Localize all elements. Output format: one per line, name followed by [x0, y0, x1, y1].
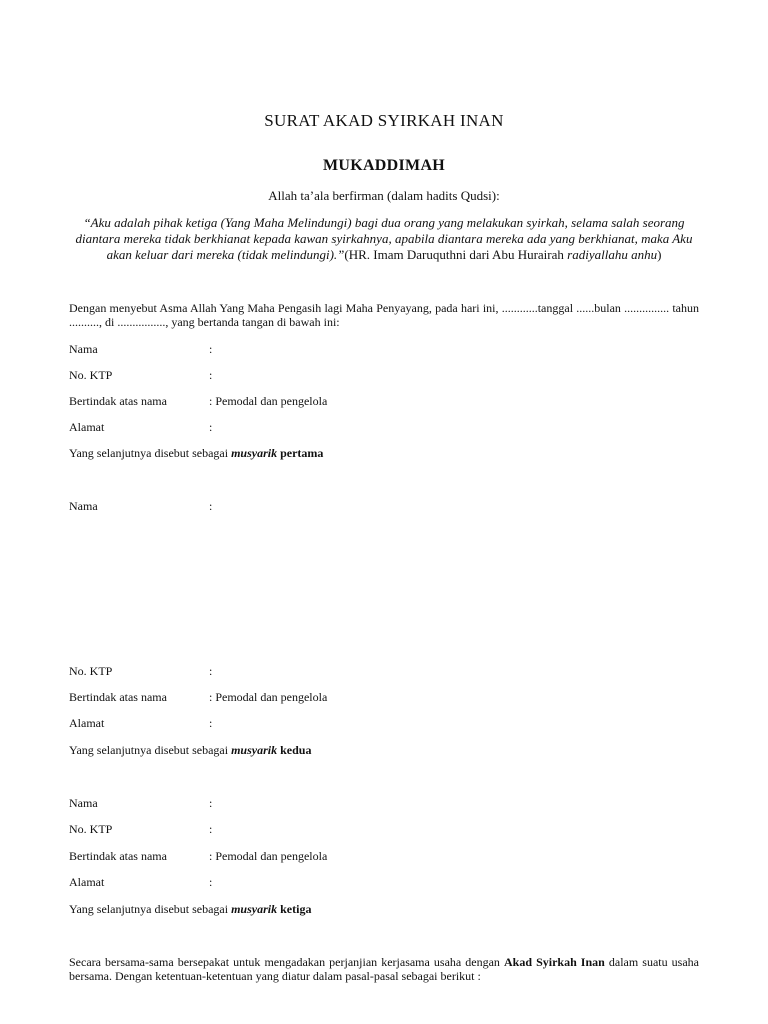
- party1-ordinal: pertama: [280, 446, 324, 460]
- party1-ktp-label: No. KTP: [69, 368, 113, 382]
- quote-source-honorific: radiyallahu anhu: [567, 247, 658, 262]
- party1-nama-colon: :: [209, 342, 213, 356]
- party2-ktp-colon: :: [209, 664, 213, 678]
- party2-ordinal: kedua: [280, 743, 312, 757]
- party1-bertindak-value: : Pemodal dan pengelola: [209, 394, 328, 408]
- party1-designation-prefix: Yang selanjutnya disebut sebagai: [69, 446, 232, 460]
- closing-paragraph: [69, 955, 699, 983]
- closing-prefix: Secara bersama-sama bersepakat untuk mengadakan perjanjian kerjasama usaha dengan: [69, 955, 504, 969]
- party2-alamat-colon: :: [209, 716, 213, 730]
- party1-nama-label: Nama: [69, 342, 98, 356]
- party2-nama-colon: :: [209, 499, 213, 513]
- party3-alamat-colon: :: [209, 875, 213, 889]
- party3-nama-colon: :: [209, 796, 213, 810]
- party1-alamat-colon: :: [209, 420, 213, 434]
- party2-bertindak-label: Bertindak atas nama: [69, 690, 167, 704]
- document-title: SURAT AKAD SYIRKAH INAN: [264, 111, 504, 130]
- closing-suffix: dalam suatu usaha bersama. Dengan ketentuan-ketentuan yang diatur dalam pasal-pasal sebagai berikut :: [69, 955, 699, 983]
- party1-alamat-label: Alamat: [69, 420, 105, 434]
- party3-nama-label: Nama: [69, 796, 98, 810]
- party2-musyarik: musyarik: [231, 743, 278, 757]
- party2-designation: [69, 743, 311, 758]
- opening-paragraph: Dengan menyebut Asma Allah Yang Maha Pengasih lagi Maha Penyayang, pada hari ini, ............tanggal ......bulan ............... tahun .........., di ................, yang bertanda tangan di bawah ini:: [69, 301, 699, 329]
- quote-source-suffix: ): [657, 247, 662, 262]
- party3-musyarik: musyarik: [231, 902, 278, 916]
- party2-designation-prefix: Yang selanjutnya disebut sebagai: [69, 743, 232, 757]
- party3-designation-prefix: Yang selanjutnya disebut sebagai: [69, 902, 232, 916]
- quote-source-prefix: (HR. Imam Daruquthni dari Abu Hurairah: [344, 247, 568, 262]
- party3-ktp-label: No. KTP: [69, 822, 113, 836]
- party2-ktp-label: No. KTP: [69, 664, 113, 678]
- party1-bertindak-label: Bertindak atas nama: [69, 394, 167, 408]
- closing-akad-name: Akad Syirkah Inan: [504, 955, 605, 969]
- party2-nama-label: Nama: [69, 499, 98, 513]
- party1-musyarik: musyarik: [231, 446, 278, 460]
- party1-designation: [69, 446, 323, 461]
- party3-ordinal: ketiga: [280, 902, 312, 916]
- hadith-quote: [68, 215, 700, 263]
- quote-text: “Aku adalah pihak ketiga (Yang Maha Melindungi) bagi dua orang yang melakukan syirkah, selama salah seorang diantara mereka tidak berkhianat kepada kawan syirkahnya, apabila diantara mereka ada yang berkhianat, maka Aku akan keluar dari mereka (tidak melindungi).”: [75, 215, 693, 262]
- party3-ktp-colon: :: [209, 822, 213, 836]
- intro-line: Allah ta’ala berfirman (dalam hadits Qudsi):: [268, 188, 500, 203]
- party3-bertindak-label: Bertindak atas nama: [69, 849, 167, 863]
- party3-bertindak-value: : Pemodal dan pengelola: [209, 849, 328, 863]
- party2-alamat-label: Alamat: [69, 716, 105, 730]
- party3-designation: [69, 902, 311, 917]
- party1-ktp-colon: :: [209, 368, 213, 382]
- section-heading: MUKADDIMAH: [322, 157, 446, 174]
- party3-alamat-label: Alamat: [69, 875, 105, 889]
- party2-bertindak-value: : Pemodal dan pengelola: [209, 690, 328, 704]
